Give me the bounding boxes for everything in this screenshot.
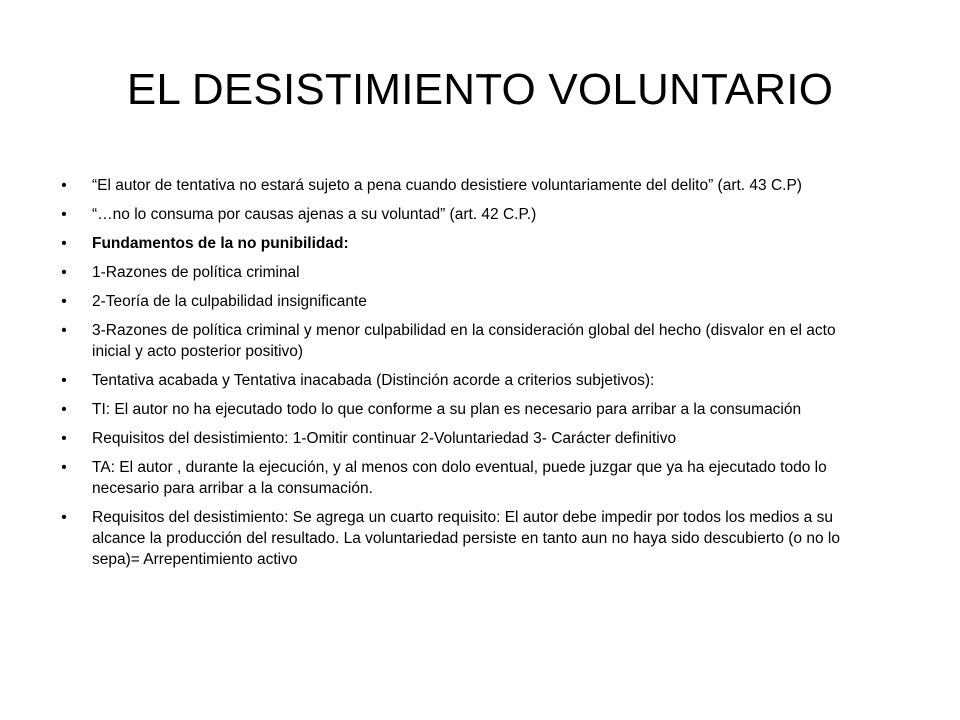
bullet-dot-icon: •: [61, 293, 67, 310]
bullet-dot-icon: •: [61, 372, 67, 389]
bullet-text: “El autor de tentativa no estará sujeto a pena cuando desistiere voluntariamente del delito” (art. 43 C.P): [92, 177, 802, 194]
bullet-item: [58, 457, 878, 499]
bullet-dot-icon: •: [61, 509, 67, 526]
bullet-text: “…no lo consuma por causas ajenas a su voluntad” (art. 42 C.P.): [92, 206, 537, 223]
bullet-dot-icon: •: [61, 401, 67, 418]
bullet-text: TI: El autor no ha ejecutado todo lo que conforme a su plan es necesario para arribar a la consumación: [92, 401, 802, 418]
bullet-item: [58, 204, 878, 225]
bullet-text: 3-Razones de política criminal y menor culpabilidad en la consideración global del hecho (disvalor en el acto inicial y acto posterior positivo): [92, 322, 836, 360]
bullet-text: Requisitos del desistimiento: 1-Omitir continuar 2-Voluntariedad 3- Carácter definitivo: [92, 430, 677, 447]
bullet-item: [58, 370, 878, 391]
bullet-text: Tentativa acabada y Tentativa inacabada (Distinción acorde a criterios subjetivos):: [92, 372, 655, 389]
bullet-text: 2-Teoría de la culpabilidad insignificante: [92, 293, 367, 310]
bullet-dot-icon: •: [61, 459, 67, 476]
bullet-item: [58, 175, 878, 196]
bullet-dot-icon: •: [61, 177, 67, 194]
bullet-item: [58, 320, 878, 362]
bullet-text: 1-Razones de política criminal: [92, 264, 300, 281]
bullet-heading: Fundamentos de la no punibilidad:: [92, 235, 349, 252]
bullet-dot-icon: •: [61, 235, 67, 252]
bullet-item: [58, 262, 878, 283]
bullet-item: [58, 428, 878, 449]
bullet-dot-icon: •: [61, 206, 67, 223]
bullet-text: TA: El autor , durante la ejecución, y al menos con dolo eventual, puede juzgar que ya ha ejecutado todo lo necesario para arribar a la consumación.: [92, 459, 827, 497]
bullet-item: [58, 507, 878, 570]
bullet-item: [58, 399, 878, 420]
bullet-dot-icon: •: [61, 264, 67, 281]
bullet-item: [58, 233, 878, 254]
bullet-dot-icon: •: [61, 322, 67, 339]
bullet-dot-icon: •: [61, 430, 67, 447]
bullet-text: Requisitos del desistimiento: Se agrega un cuarto requisito: El autor debe impedir por todos los medios a su alcance la producción del resultado. La voluntariedad persiste en tanto aun no haya sido descubierto (o no lo sepa)= Arrepentimiento activo: [92, 509, 840, 568]
slide-title: EL DESISTIMIENTO VOLUNTARIO: [126, 65, 834, 114]
bullet-item: [58, 291, 878, 312]
bullet-list: [58, 175, 878, 578]
